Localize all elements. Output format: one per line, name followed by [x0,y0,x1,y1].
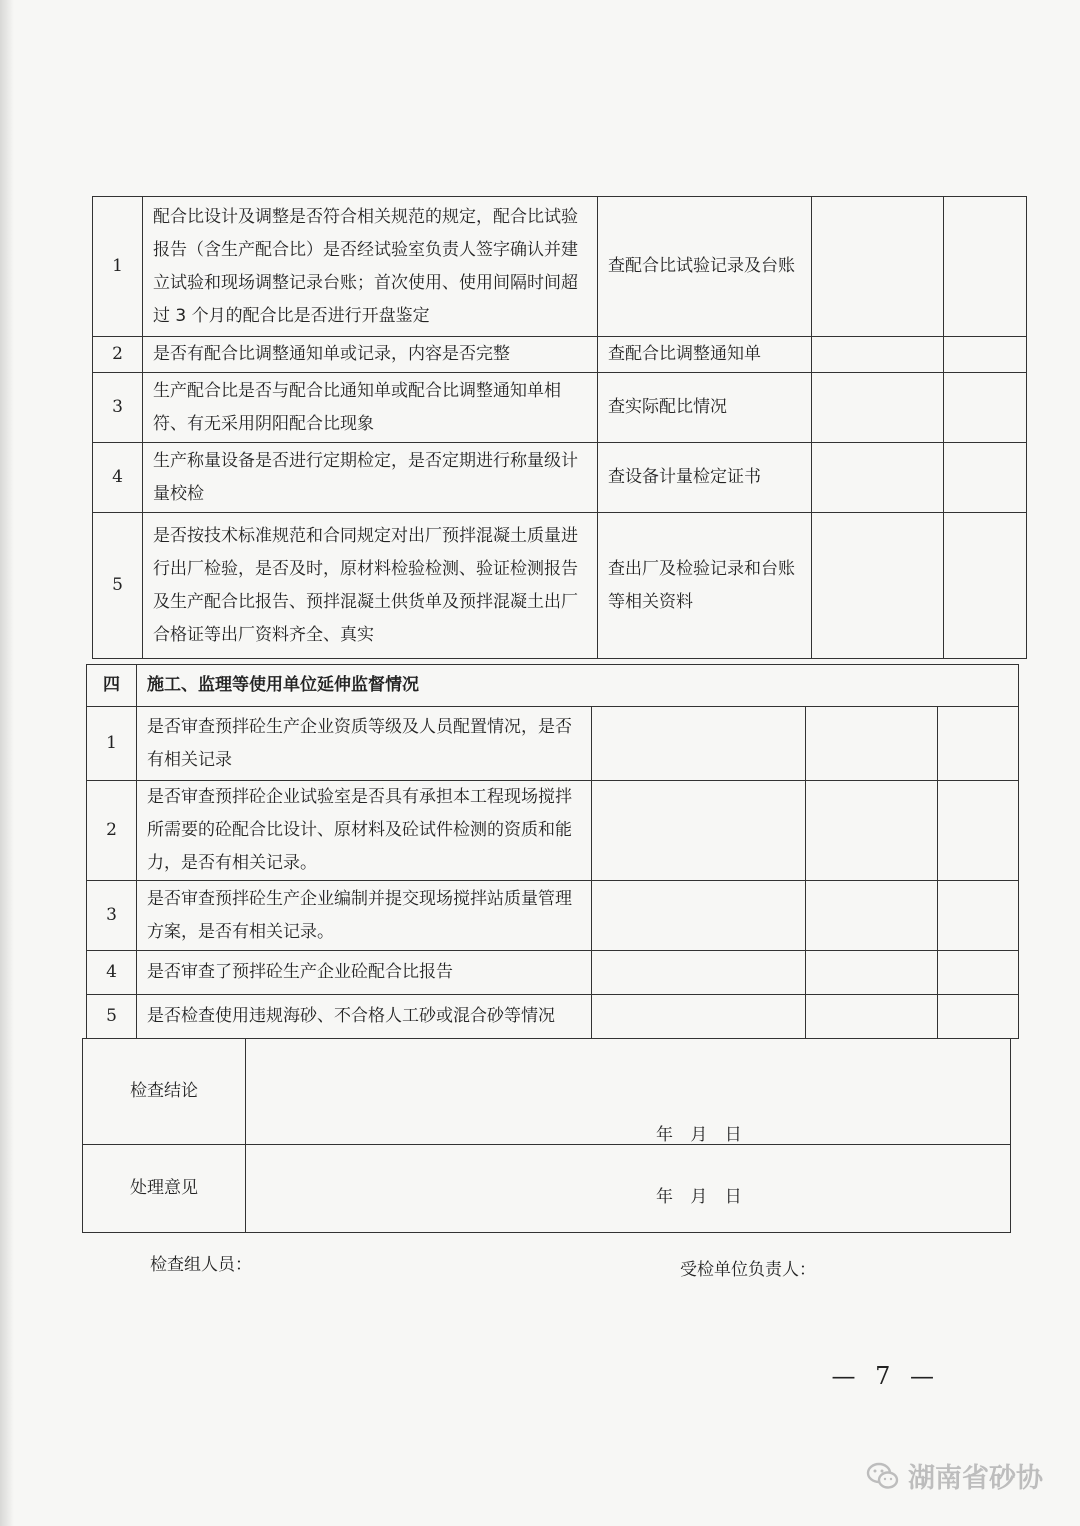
row-number: 3 [93,373,143,443]
inspectors-label: 检查组人员： [150,1255,252,1275]
result-cell [806,707,938,781]
watermark-text: 湖南省砂协 [908,1463,1043,1494]
remark-cell [938,781,1019,881]
remark-cell [944,373,1027,443]
remark-cell [938,951,1019,995]
table-row [87,707,1019,781]
check-method: 查配合比试验记录及台账 [598,197,812,337]
result-cell [806,995,938,1039]
result-cell [812,337,944,373]
row-number: 2 [87,781,137,881]
check-content: 生产配合比是否与配合比通知单或配合比调整通知单相符、有无采用阴阳配合比现象 [143,373,598,443]
check-content: 是否审查了预拌砼生产企业砼配合比报告 [137,951,592,995]
check-content: 是否按技术标准规范和合同规定对出厂预拌混凝土质量进行出厂检验，是否及时，原材料检验检测、验证检测报告及生产配合比报告、预拌混凝土供货单及预拌混凝土出厂合格证等出厂资料齐全、真实 [143,513,598,659]
conclusion-field [246,1039,1011,1145]
result-cell [812,197,944,337]
table-row [87,951,1019,995]
check-content: 是否检查使用违规海砂、不合格人工砂或混合砂等情况 [137,995,592,1039]
table-row [87,995,1019,1039]
check-method [592,995,806,1039]
table-row [87,781,1019,881]
opinion-date: 年 月 日 [656,1187,748,1207]
page-number: — 7 — [831,1362,940,1390]
remark-cell [944,513,1027,659]
check-content: 是否审查预拌砼生产企业资质等级及人员配置情况，是否有相关记录 [137,707,592,781]
table-row [93,337,1027,373]
opinion-field [246,1145,1011,1233]
section3-table [92,196,1027,659]
page-shadow-edge [0,0,14,1526]
row-number: 5 [93,513,143,659]
remark-cell [938,995,1019,1039]
check-method [592,707,806,781]
opinion-label: 处理意见 [83,1145,246,1233]
check-method: 查配合比调整通知单 [598,337,812,373]
opinion-row [83,1145,1011,1233]
check-method [592,781,806,881]
section-title: 施工、监理等使用单位延伸监督情况 [137,665,1019,707]
remark-cell [944,197,1027,337]
table-row [93,197,1027,337]
row-number: 3 [87,881,137,951]
check-content: 配合比设计及调整是否符合相关规范的规定，配合比试验报告（含生产配合比）是否经试验室负责人签字确认并建立试验和现场调整记录台账；首次使用、使用间隔时间超过 3 个月的配合比是否进行开盘鉴定 [143,197,598,337]
conclusion-table [82,1038,1011,1233]
remark-cell [938,707,1019,781]
check-method: 查出厂及检验记录和台账等相关资料 [598,513,812,659]
wechat-icon [866,1461,900,1491]
check-method: 查设备计量检定证书 [598,443,812,513]
check-content: 生产称量设备是否进行定期检定，是否定期进行称量级计量校检 [143,443,598,513]
result-cell [806,881,938,951]
result-cell [812,373,944,443]
conclusion-label: 检查结论 [83,1039,246,1145]
table-row [93,373,1027,443]
table-row [93,513,1027,659]
table-row [93,443,1027,513]
row-number: 4 [93,443,143,513]
conclusion-date: 年 月 日 [656,1125,748,1145]
row-number: 4 [87,951,137,995]
watermark [866,1456,1043,1495]
remark-cell [944,337,1027,373]
unit-head-label: 受检单位负责人： [680,1260,816,1280]
section4-table [86,664,1019,1039]
check-content: 是否有配合比调整通知单或记录，内容是否完整 [143,337,598,373]
row-number: 5 [87,995,137,1039]
check-method [592,951,806,995]
row-number: 1 [93,197,143,337]
result-cell [812,513,944,659]
result-cell [806,781,938,881]
check-content: 是否审查预拌砼生产企业编制并提交现场搅拌站质量管理方案，是否有相关记录。 [137,881,592,951]
result-cell [806,951,938,995]
section-header-row [87,665,1019,707]
section-number: 四 [87,665,137,707]
remark-cell [938,881,1019,951]
table-row [87,881,1019,951]
check-method: 查实际配比情况 [598,373,812,443]
check-method [592,881,806,951]
result-cell [812,443,944,513]
row-number: 1 [87,707,137,781]
row-number: 2 [93,337,143,373]
conclusion-row [83,1039,1011,1145]
check-content: 是否审查预拌砼企业试验室是否具有承担本工程现场搅拌所需要的砼配合比设计、原材料及砼试件检测的资质和能力，是否有相关记录。 [137,781,592,881]
remark-cell [944,443,1027,513]
